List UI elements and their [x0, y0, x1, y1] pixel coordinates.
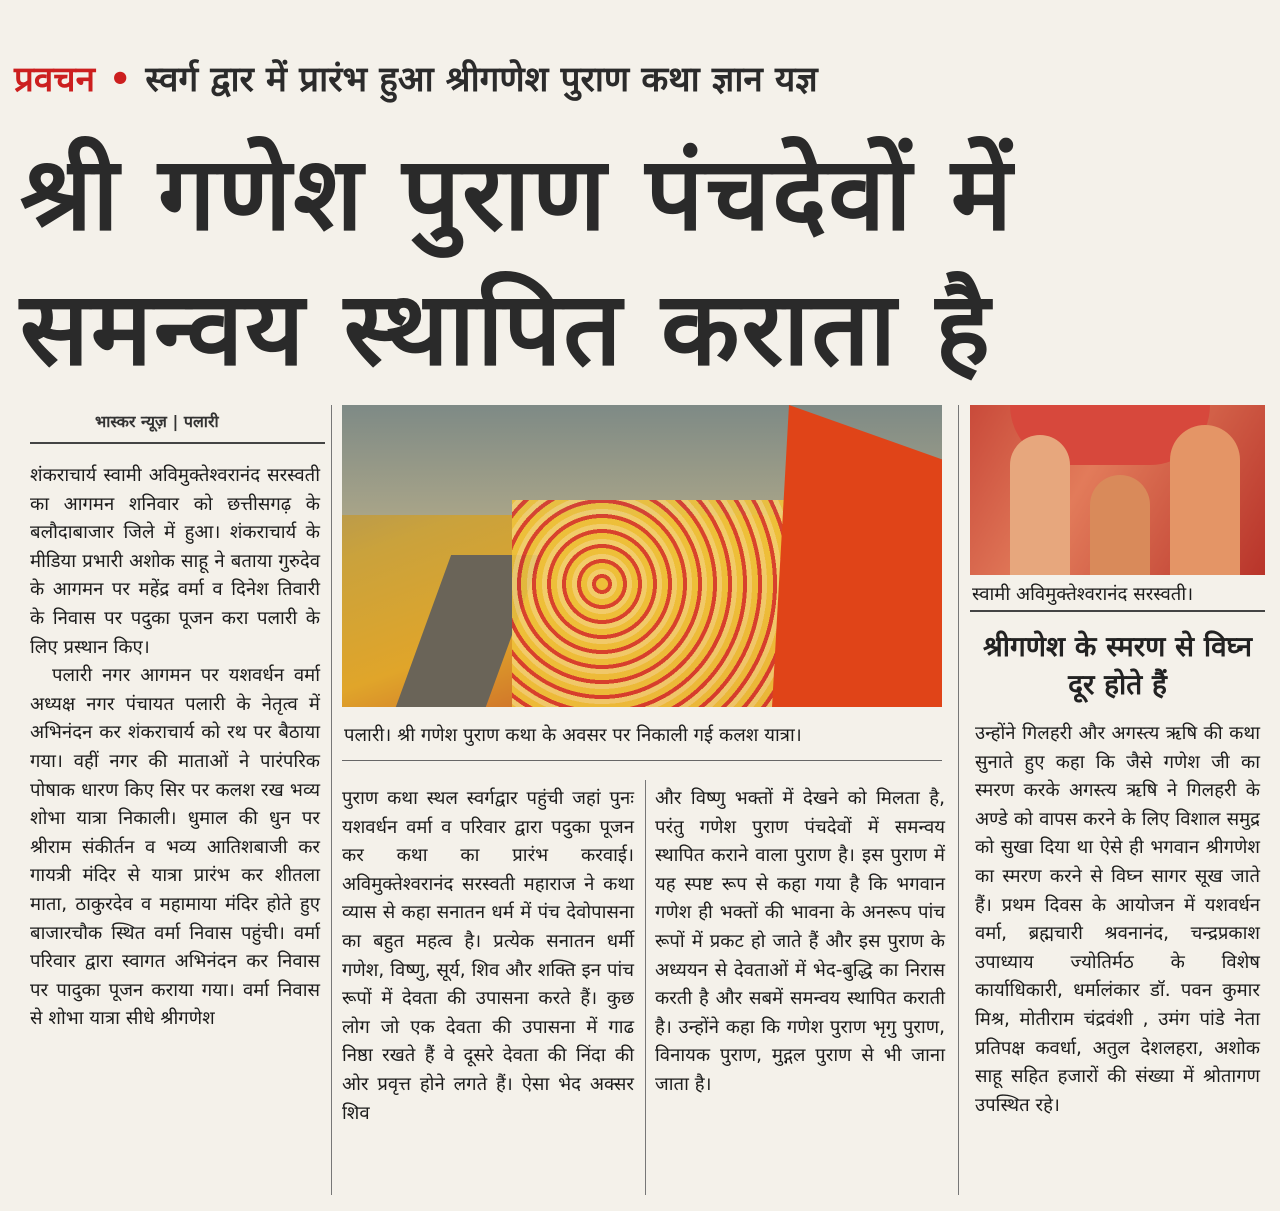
byline: भास्कर न्यूज़ | पलारी: [95, 412, 219, 431]
photo-figure: [1010, 435, 1070, 575]
photo-figure: [1090, 475, 1150, 575]
photo-crowd: [512, 500, 812, 707]
kicker-text: स्वर्ग द्वार में प्रारंभ हुआ श्रीगणेश पुराण कथा ज्ञान यज्ञ: [145, 60, 818, 100]
side-caption-rule: [970, 610, 1265, 612]
column-divider: [958, 405, 959, 1195]
kalash-yatra-photo: [342, 405, 942, 707]
column-divider: [331, 405, 332, 1195]
paragraph: और विष्णु भक्तों में देखने को मिलता है, परंतु गणेश पुराण पंचदेवों में समन्वय स्थापित कराने वाला पुराण है। इस पुराण में यह स्पष्ट रूप से कहा गया है कि भगवान गणेश ही भक्तों की भावना के अनरूप पांच रूपों में प्रकट हो जाते हैं और इस पुराण के अध्ययन से देवताओं में भेद-बुद्धि का निरास करती है और सबमें समन्वय स्थापित कराती है। उन्होंने कहा कि गणेश पुराण भृगु पुराण, विनायक पुराण, मुद्गल पुराण से भी जाना जाता है।: [655, 788, 945, 1095]
byline-rule: [30, 442, 325, 444]
caption-rule: [342, 760, 942, 761]
headline-line-1: श्री गणेश पुराण पंचदेवों में: [20, 135, 1015, 254]
headline-line-2: समन्वय स्थापित कराता है: [20, 270, 992, 389]
bullet-dot: •: [109, 60, 132, 100]
section-tag: प्रवचन: [14, 60, 96, 100]
main-photo-caption: पलारी। श्री गणेश पुराण कथा के अवसर पर निकाली गई कलश यात्रा।: [344, 725, 802, 746]
paragraph: शंकराचार्य स्वामी अविमुक्तेश्वरानंद सरस्वती का आगमन शनिवार को छत्तीसगढ़ के बलौदाबाजार जिले में हुआ। शंकराचार्य के मीडिया प्रभारी अशोक साहू ने बताया गुरुदेव के आगमन पर महेंद्र वर्मा व दिनेश तिवारी के निवास पर पदुका पूजन करा पलारी के लिए प्रस्थान किए।: [30, 465, 320, 658]
paragraph: पुराण कथा स्थल स्वर्गद्वार पहुंची जहां पुनः यशवर्धन वर्मा व परिवार द्वारा पदुका पूजन कर कथा का प्रारंभ करवाई। अविमुक्तेश्वरानंद सरस्वती महाराज ने कथा व्यास से कहा सनातन धर्म में पंच देवोपासना का बहुत महत्व है। प्रत्येक सनातन धर्मी गणेश, विष्णु, सूर्य, शिव और शक्ति इन पांच रूपों में देवता की उपासना करते हैं। कुछ लोग जो एक देवता की उपासना में गाढ निष्ठा रखते हैं वे दूसरे देवता की निंदा की ओर प्रवृत्त होने लगते हैं। ऐसा भेद अक्सर शिव: [342, 788, 634, 1124]
paragraph: उन्होंने गिलहरी और अगस्त्य ऋषि की कथा सुनाते हुए कहा कि जैसे गणेश जी का स्मरण करके अगस्त्य ऋषि ने गिलहरी के अण्डे को वापस करने के लिए विशाल समुद्र को सुखा दिया था ऐसे ही भगवान श्रीगणेश का स्मरण करने से विघ्न सागर सूख जाते हैं। प्रथम दिवस के आयोजन में यशवर्धन वर्मा, ब्रह्मचारी श्रवनानंद, चन्द्रप्रकाश उपाध्याय ज्योतिर्मठ के विशेष कार्याधिकारी, धर्मालंकार डॉ. पवन कुमार मिश्र, मोतीराम चंद्रवंशी , उमंग पांडे नेता प्रतिपक्ष कवर्धा, अतुल देशलहरा, अशोक साहू सहित हजारों की संख्या में श्रोतागण उपस्थित रहे।: [975, 723, 1260, 1116]
swami-photo: [970, 405, 1265, 575]
article-column-2: [342, 785, 634, 1128]
article-column-4: [975, 720, 1260, 1120]
article-column-1: [30, 462, 320, 1034]
side-photo-caption: स्वामी अविमुक्तेश्वरानंद सरस्वती।: [972, 584, 1194, 605]
kicker-line: [14, 50, 1264, 110]
column-divider: [645, 780, 646, 1195]
article-column-3: [655, 785, 945, 1100]
paragraph: पलारी नगर आगमन पर यशवर्धन वर्मा अध्यक्ष नगर पंचायत पलारी के नेतृत्व में अभिनंदन कर शंकराचार्य को रथ पर बैठाया गया। वहीं नगर की माताओं ने पारंपरिक पोषाक धारण किए सिर पर कलश रख भव्य शोभा यात्रा निकाली। धुमाल की धुन पर श्रीराम संकीर्तन व भव्य आतिशबाजी कर गायत्री मंदिर से यात्रा प्रारंभ कर शीतला माता, ठाकुरदेव व महामाया मंदिर होते हुए बाजारचौक स्थित वर्मा निवास पहुंची। वर्मा परिवार द्वारा स्वागत अभिनंदन कर निवास पर पादुका पूजन कराया गया। वर्मा निवास से शोभा यात्रा सीधे श्रीगणेश: [30, 665, 320, 1030]
subheading: श्रीगणेश के स्मरण से विघ्न दूर होते हैं: [982, 630, 1253, 701]
photo-figure: [1170, 425, 1240, 575]
